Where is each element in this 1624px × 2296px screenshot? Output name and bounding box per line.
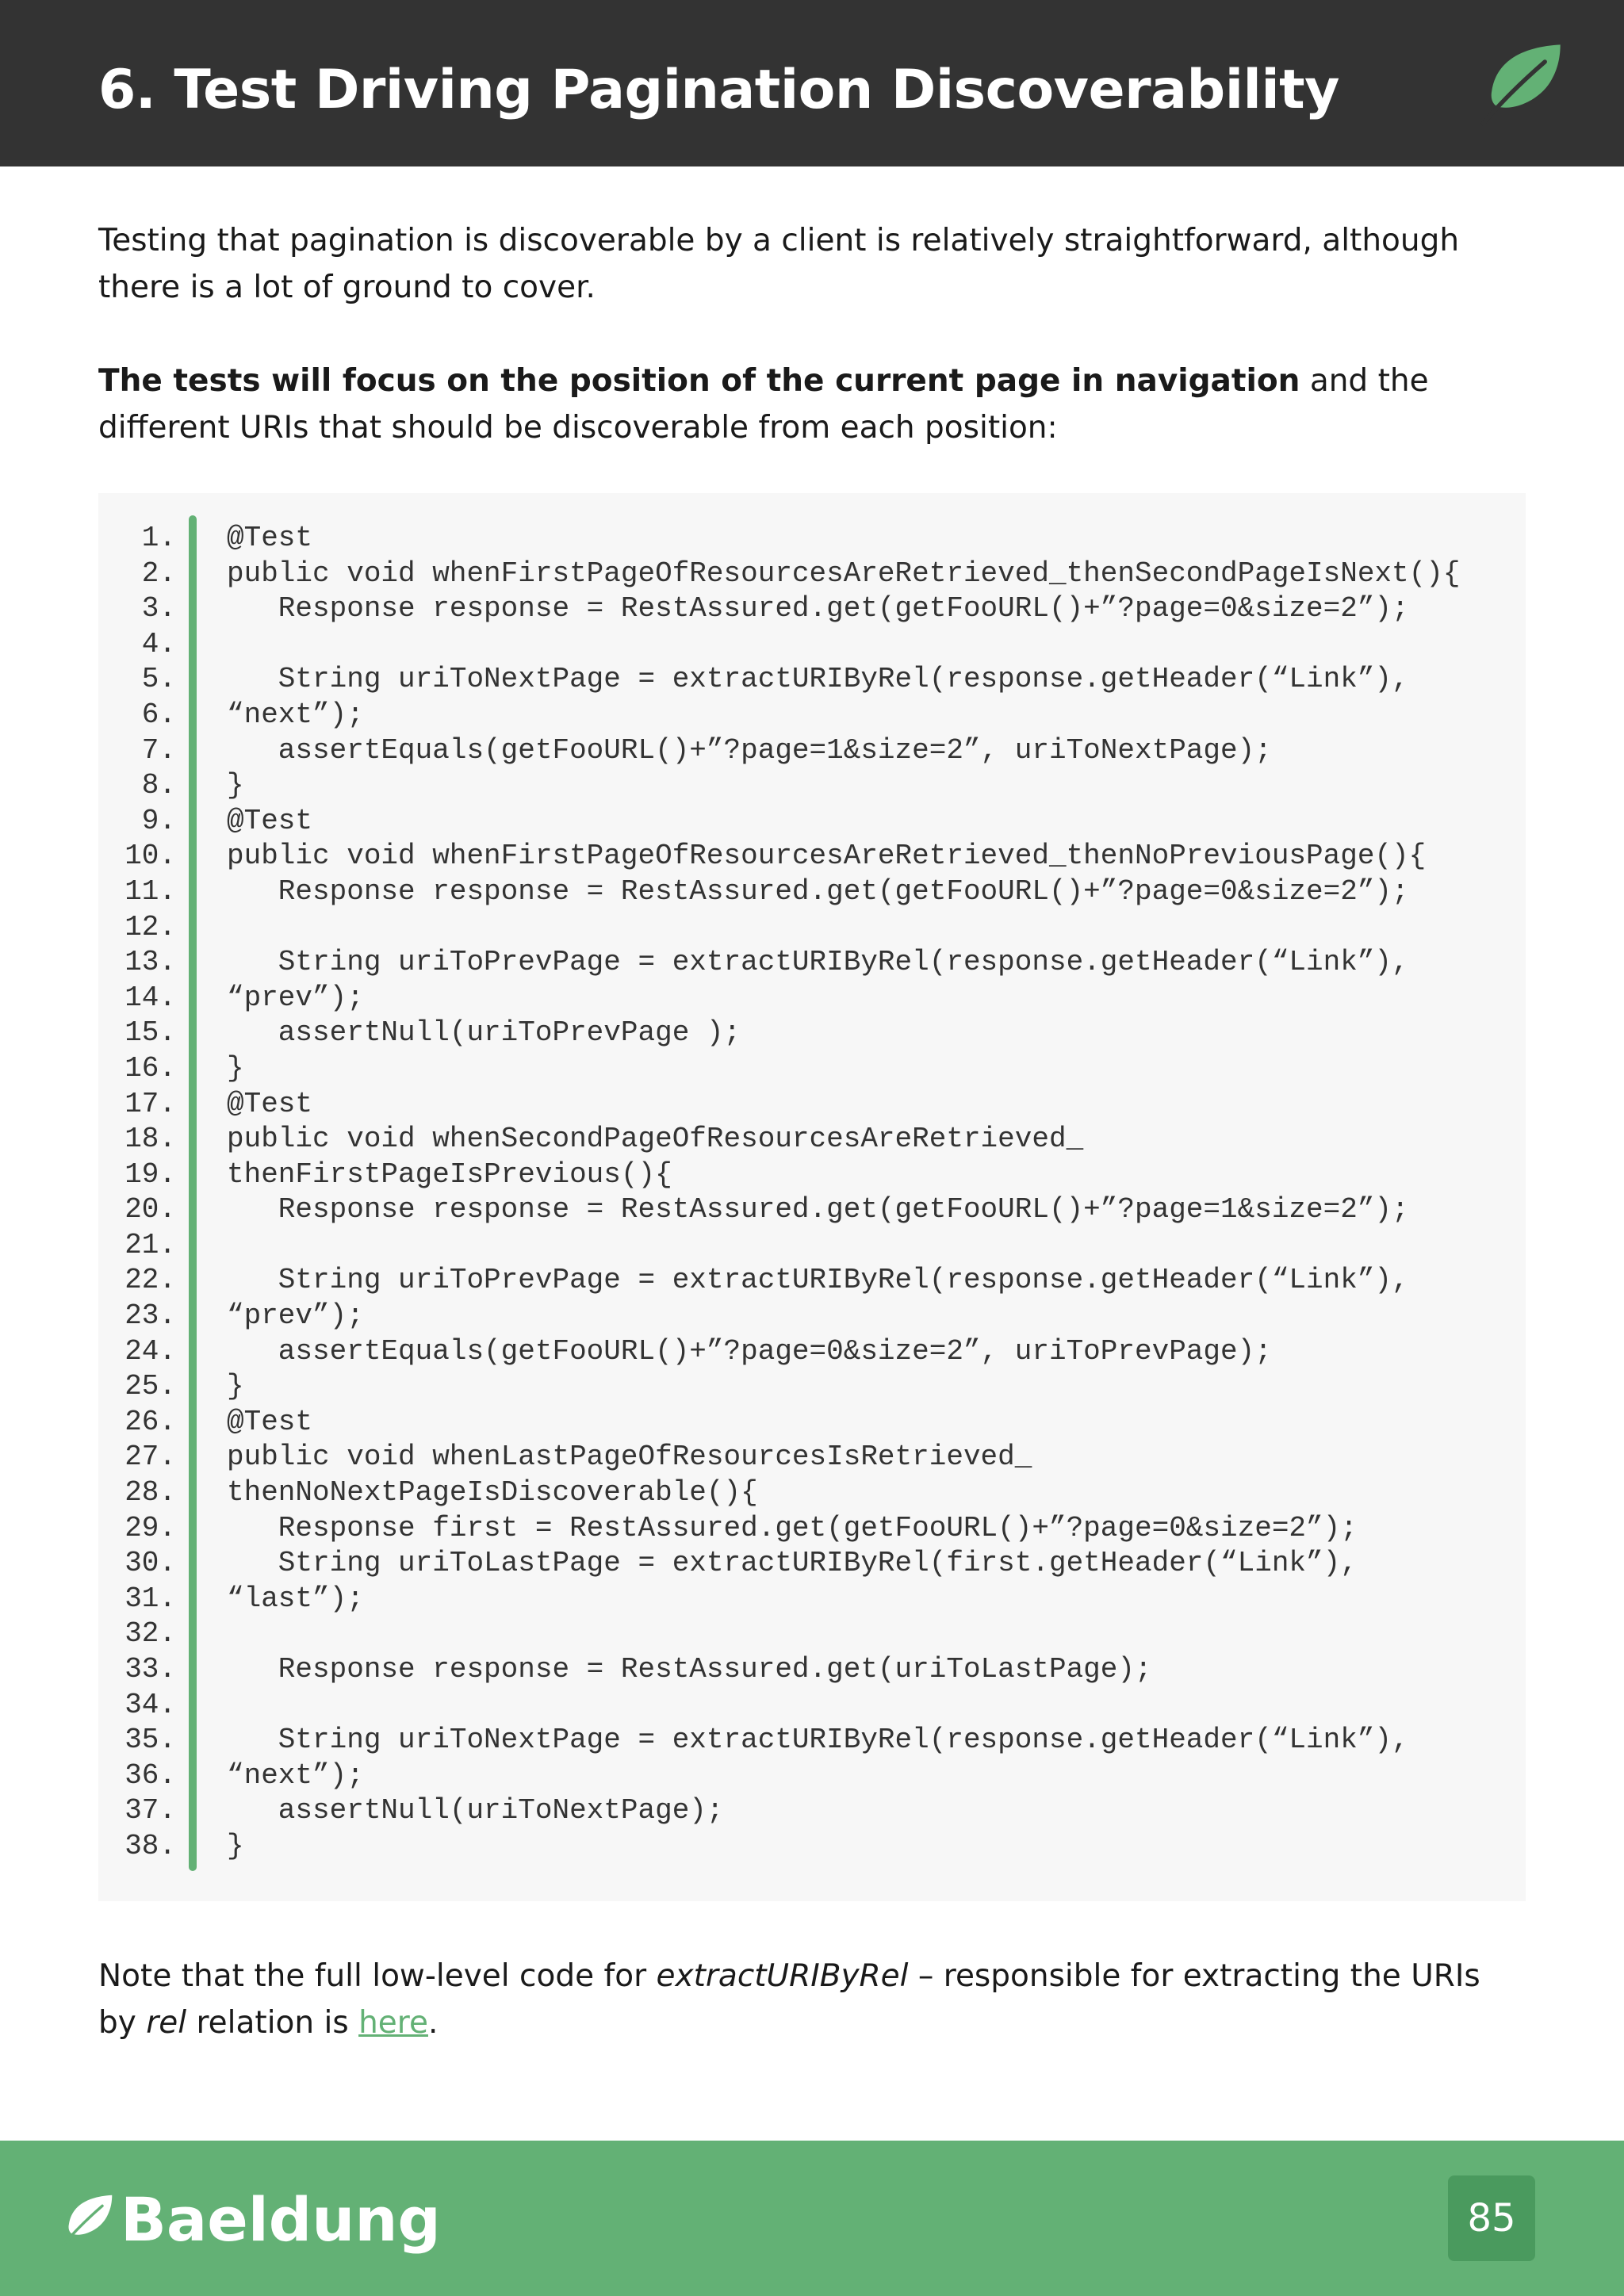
code-line: } [227,769,244,802]
code-line: Response first = RestAssured.get(getFooURL()+”?page=0&size=2”); [227,1511,1358,1544]
code-line-number: 8. [141,769,176,802]
code-line: Response response = RestAssured.get(uriToLastPage); [227,1653,1152,1686]
code-line: thenFirstPageIsPrevious(){ [227,1158,672,1191]
code-line-number: 9. [141,804,176,837]
code-line [227,1617,1527,1652]
note-paragraph [98,1953,1526,2046]
code-listing [227,521,1527,1865]
code-line [227,627,1527,663]
code-line-number: 16. [124,1051,176,1085]
code-line-number: 22. [124,1264,176,1297]
page-footer [0,2141,1624,2296]
code-line: thenNoNextPageIsDiscoverable(){ [227,1476,758,1510]
code-line-number: 26. [124,1405,176,1438]
page-title: 6. Test Driving Pagination Discoverability [98,59,1339,121]
code-line-number: 7. [141,733,176,767]
code-line: “prev”); [227,981,364,1014]
code-line: String uriToNextPage = extractURIByRel(response.getHeader(“Link”), [227,1724,1409,1757]
note-prefix: Note that the full low-level code for [98,1958,657,1994]
code-line-number: 38. [124,1829,176,1862]
code-line: “prev”); [227,1299,364,1333]
note-middle: – responsible for extracting the URIs by [98,1958,1480,2041]
code-line-number: 11. [124,874,176,908]
code-line: assertNull(uriToNextPage); [227,1794,724,1827]
code-line-number: 14. [124,981,176,1014]
code-line: String uriToPrevPage = extractURIByRel(response.getHeader(“Link”), [227,1264,1409,1297]
code-line-number: 24. [124,1334,176,1368]
code-line-number: 5. [141,663,176,696]
page-header [0,0,1624,166]
code-line: } [227,1829,244,1862]
code-line-number: 2. [141,557,176,590]
code-line-number: 20. [124,1193,176,1226]
code-line: Response response = RestAssured.get(getFooURL()+”?page=1&size=2”); [227,1193,1409,1226]
code-line-number: 15. [124,1016,176,1050]
code-line-number: 34. [124,1688,176,1721]
code-line-number: 35. [124,1724,176,1757]
code-line-number: 4. [141,627,176,660]
code-line: @Test [227,1087,313,1120]
code-line: @Test [227,1405,313,1438]
focus-bold-text: The tests will focus on the position of the current page in navigation [98,363,1300,399]
code-line-number: 30. [124,1547,176,1580]
code-line-numbers [98,521,176,1865]
code-line: “next”); [227,1758,364,1792]
page-number-badge [1448,2175,1535,2261]
code-line-number: 32. [124,1617,176,1651]
code-line-number: 29. [124,1511,176,1544]
note-method-name: extractURIByRel [656,1958,909,1994]
code-line: public void whenLastPageOfResourcesIsRetrieved_ [227,1441,1032,1474]
code-line: “last”); [227,1582,364,1615]
code-line-number: 3. [141,592,176,626]
note-end: . [427,2005,439,2041]
code-line: Response response = RestAssured.get(getFooURL()+”?page=0&size=2”); [227,592,1409,626]
intro-paragraph: Testing that pagination is discoverable by a client is relatively straightforward, although there is a lot of ground to cover. [98,223,1460,305]
code-line: assertNull(uriToPrevPage ); [227,1016,741,1050]
code-line: } [227,1051,244,1085]
code-line-number: 13. [124,946,176,979]
here-link[interactable]: here [358,2005,428,2041]
code-line-number: 23. [124,1299,176,1333]
code-line: public void whenFirstPageOfResourcesAreRetrieved_thenNoPreviousPage(){ [227,840,1427,873]
code-line-number: 18. [124,1123,176,1156]
note-rel: rel [146,2005,187,2041]
code-line: assertEquals(getFooURL()+”?page=0&size=2”, uriToPrevPage); [227,1334,1272,1368]
code-line: } [227,1370,244,1403]
code-line-number: 6. [141,698,176,731]
brand-name: Baeldung [121,2184,441,2255]
code-line [227,1228,1527,1264]
code-line-number: 33. [124,1653,176,1686]
code-line: “next”); [227,698,364,731]
code-line: Response response = RestAssured.get(getFooURL()+”?page=0&size=2”); [227,874,1409,908]
note-suffix: relation is [186,2005,359,2041]
code-line-number: 12. [124,910,176,943]
code-line-number: 36. [124,1758,176,1792]
code-line-number: 17. [124,1087,176,1120]
code-line: String uriToNextPage = extractURIByRel(response.getHeader(“Link”), [227,663,1409,696]
code-line-number: 28. [124,1476,176,1510]
code-line-number: 37. [124,1794,176,1827]
code-line: @Test [227,522,313,554]
code-line: String uriToLastPage = extractURIByRel(first.getHeader(“Link”), [227,1547,1358,1580]
code-line-number: 1. [141,522,176,554]
code-line [227,1688,1527,1724]
page-number: 85 [1467,2196,1516,2241]
code-line: assertEquals(getFooURL()+”?page=1&size=2”, uriToNextPage); [227,733,1272,767]
focus-paragraph [98,358,1526,451]
code-line: public void whenSecondPageOfResourcesAreRetrieved_ [227,1123,1084,1156]
code-line-number: 27. [124,1441,176,1474]
leaf-icon [1478,41,1564,127]
code-line-number: 25. [124,1370,176,1403]
code-line-number: 31. [124,1582,176,1615]
code-line-number: 10. [124,840,176,873]
code-block-accent-bar [189,515,197,1871]
code-line: String uriToPrevPage = extractURIByRel(response.getHeader(“Link”), [227,946,1409,979]
code-line: @Test [227,804,313,837]
code-line-number: 19. [124,1158,176,1191]
code-line [227,910,1527,946]
leaf-icon [60,2193,114,2247]
focus-rest-text: and the different URIs that should be discoverable from each position: [98,363,1429,446]
code-line-number: 21. [124,1228,176,1261]
code-line: public void whenFirstPageOfResourcesAreRetrieved_thenSecondPageIsNext(){ [227,557,1461,590]
